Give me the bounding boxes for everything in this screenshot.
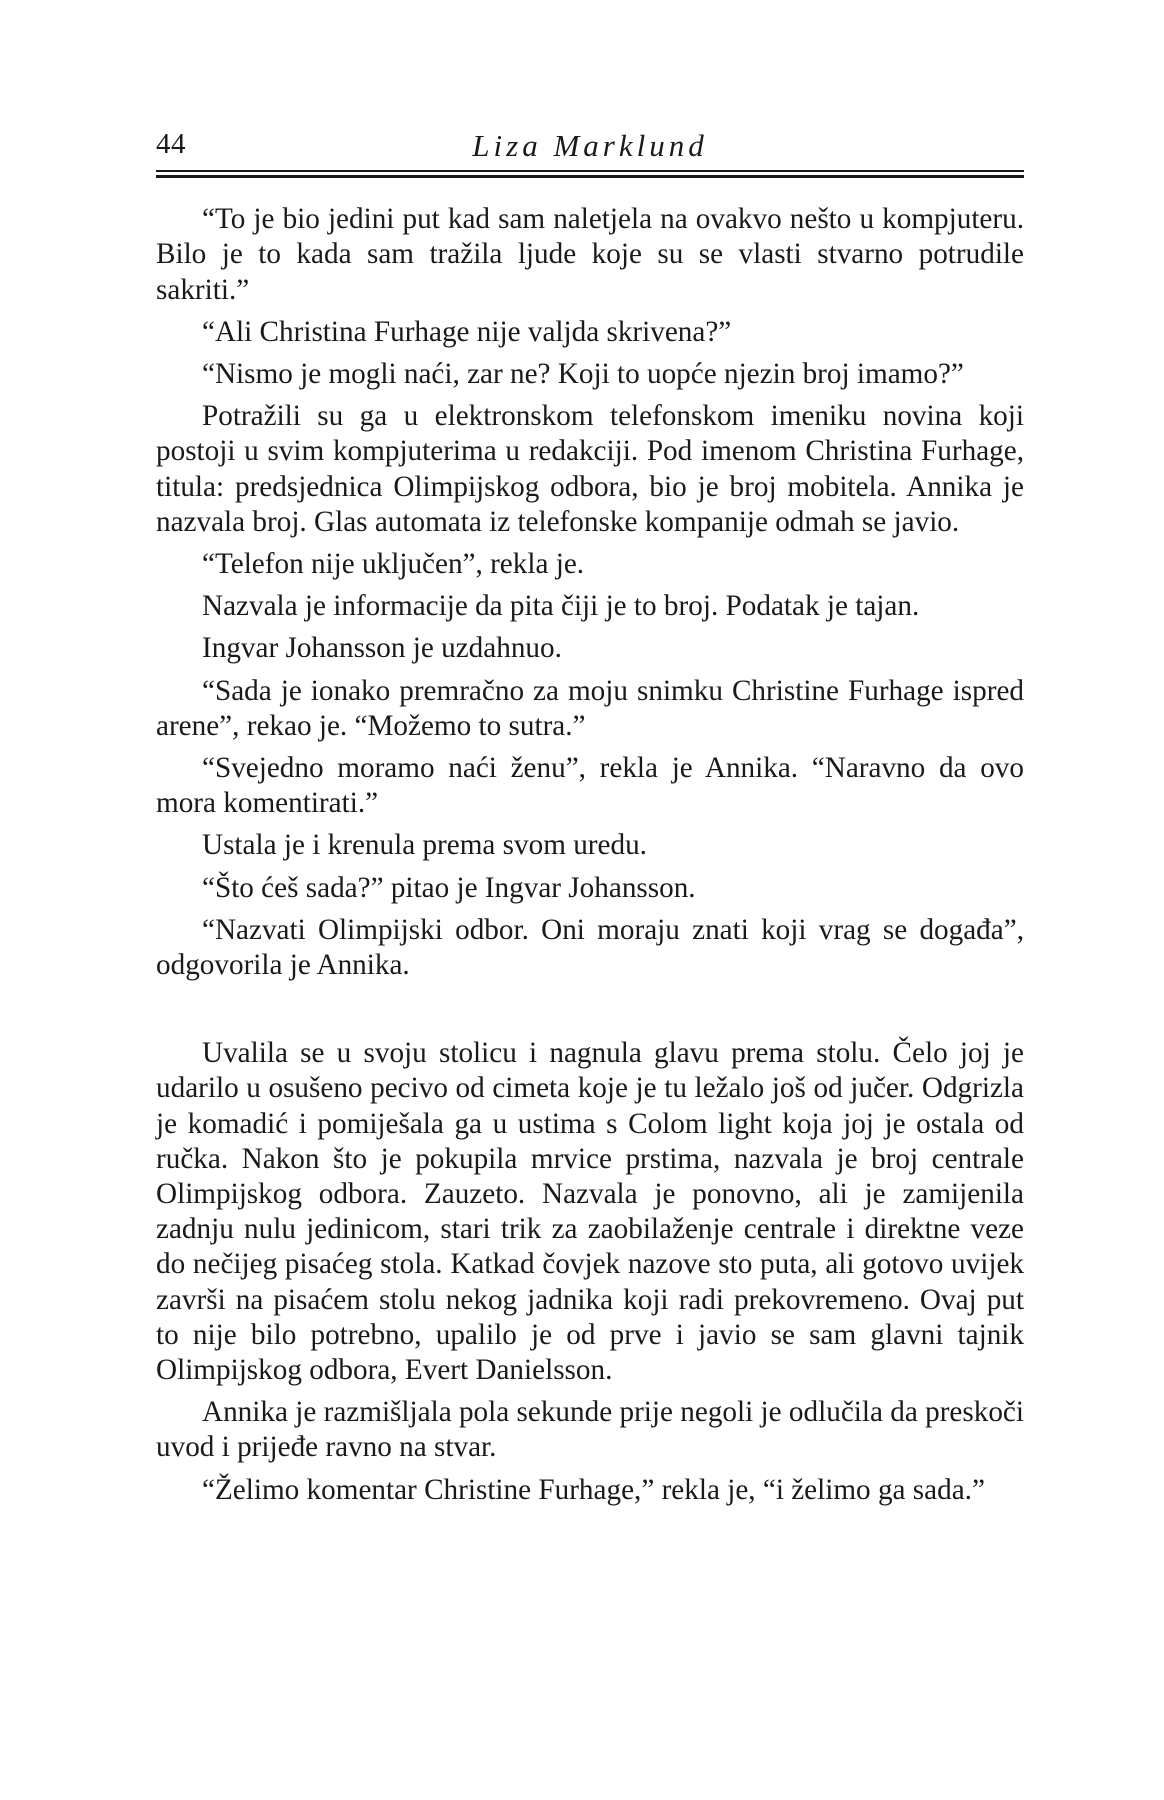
paragraph: “Telefon nije uključen”, rekla je. bbox=[202, 548, 585, 581]
body-text bbox=[156, 202, 1024, 1508]
paragraph: Uvalila se u svoju stolicu i nagnula glavu prema stolu. Čelo joj je udarilo u osušeno pecivo od cimeta koje je tu ležalo još od jučer. Odgrizla je komadić i pomiješala ga u ustima s Colom light koja joj je ostala od ručka. Nakon što je pokupila mrvice prstima, nazvala je broj centrale Olimpijskog odbora. Zauzeto. Nazvala je ponovno, ali je zamijenila zadnju nulu jedinicom, stari trik za zaobilaženje centrale i direktne veze do nečijeg pisaćeg stola. Katkad čovjek nazove sto puta, ali gotovo uvijek završi na pisaćem stolu nekog jadnika koji radi prekovremeno. Ovaj put to nije bilo potrebno, upalilo je od prve i javio se sam glavni tajnik Olimpijskog odbora, Evert Danielsson. bbox=[156, 1037, 1024, 1387]
paragraph: “Želimo komentar Christine Furhage,” rekla je, “i želimo ga sada.” bbox=[202, 1473, 985, 1506]
page-number: 44 bbox=[156, 128, 186, 160]
paragraph: “Nismo je mogli naći, zar ne? Koji to uopće njezin broj imamo?” bbox=[202, 358, 964, 390]
running-header bbox=[156, 120, 1024, 164]
paragraph: “Svejedno moramo naći ženu”, rekla je Annika. “Naravno da ovo mora komentirati.” bbox=[156, 752, 1024, 820]
paragraph: “Nazvati Olimpijski odbor. Oni moraju znati koji vrag se događa”, odgovorila je Annika. bbox=[156, 913, 1024, 982]
header-rule-thick bbox=[156, 175, 1024, 179]
running-head-author: Liza Marklund bbox=[472, 128, 708, 163]
paragraph: “Sada je ionako premračno za moju snimku Christine Furhage ispred arene”, rekao je. “Možemo to sutra.” bbox=[156, 674, 1024, 742]
paragraph: Ingvar Johansson je uzdahnuo. bbox=[202, 632, 562, 665]
section-break bbox=[156, 990, 1024, 1036]
paragraph: “Što ćeš sada?” pitao je Ingvar Johansson. bbox=[202, 871, 696, 904]
paragraph: “Ali Christina Furhage nije valjda skrivena?” bbox=[202, 315, 732, 348]
header-rule-thin bbox=[156, 170, 1024, 172]
paragraph: Annika je razmišljala pola sekunde prije negoli je odlučila da preskoči uvod i prijeđe ravno na stvar. bbox=[156, 1396, 1024, 1464]
book-page bbox=[156, 120, 1024, 1515]
paragraph: Ustala je i krenula prema svom uredu. bbox=[202, 829, 647, 862]
paragraph: Nazvala je informacije da pita čiji je to broj. Podatak je tajan. bbox=[202, 590, 920, 623]
paragraph: “To je bio jedini put kad sam naletjela na ovakvo nešto u kompjuteru. Bilo je to kada sam tražila ljude koje su se vlasti stvarno potrudile sakriti.” bbox=[156, 203, 1024, 306]
paragraph: Potražili su ga u elektronskom telefonskom imeniku novina koji postoji u svim kompjuterima u redakciji. Pod imenom Christina Furhage, titula: predsjednica Olimpijskog odbora, bio je broj mobitela. Annika je nazvala broj. Glas automata iz telefonske kompanije odmah se javio. bbox=[156, 400, 1024, 538]
